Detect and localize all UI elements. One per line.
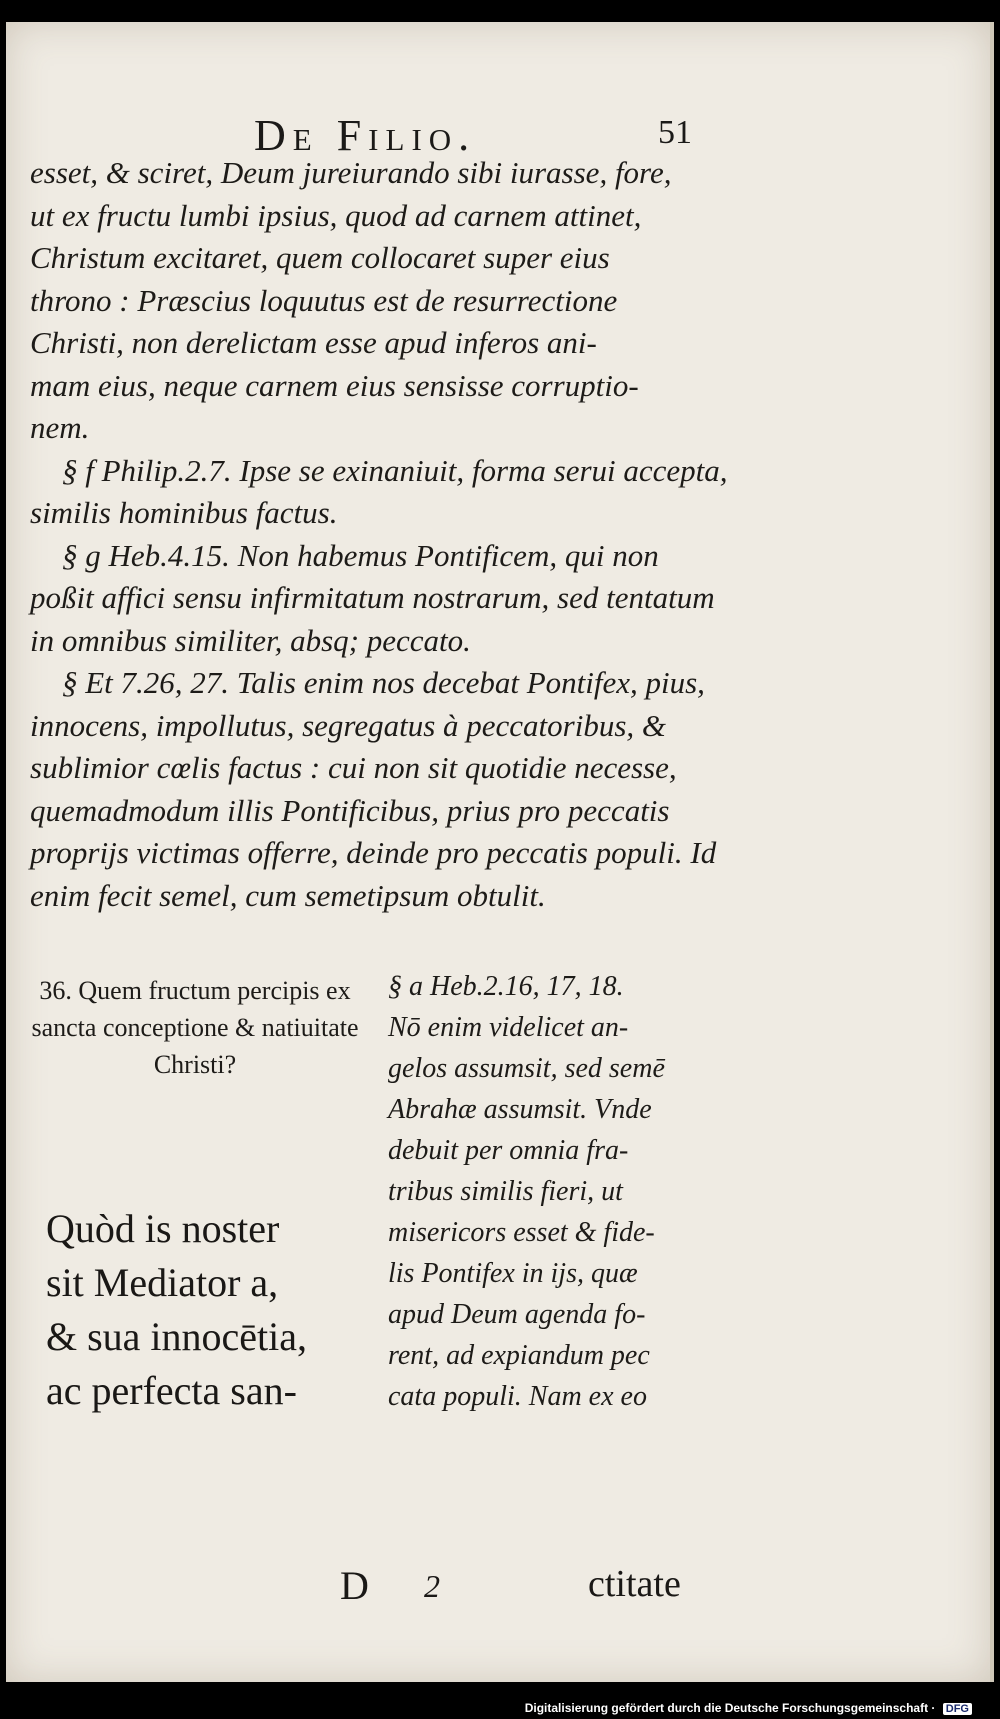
catechism-section (6, 962, 990, 1662)
scripture-note: § g Heb.4.15. Non habemus Pontificem, qui non poßit affici sensu infirmitatum nostrarum, sed tentatum in omnibus similiter, absq; peccato. (30, 537, 715, 658)
scripture-note: § f Philip.2.7. Ipse se exinaniuit, forma serui accepta, similis hominibus factus. (30, 452, 728, 530)
footnote-line: lis Pontifex in ijs, quæ (388, 1258, 638, 1289)
dfg-logo-icon: DFG (943, 1703, 972, 1715)
answer-text (46, 1202, 366, 1418)
page-number: 51 (658, 114, 692, 151)
footnote-line: Abrahæ assumsit. Vnde (388, 1094, 652, 1125)
text-line: mam eius, neque carnem eius sensisse corruptio- (30, 367, 639, 403)
text-line: Christi, non derelictam esse apud inferos ani- (30, 325, 597, 360)
credit-text: Digitalisierung gefördert durch die Deutsche Forschungsgemeinschaft · (524, 1701, 936, 1715)
text-line: nem. (30, 410, 90, 445)
text-line: ut ex fructu lumbi ipsius, quod ad carnem attinet, (30, 197, 642, 233)
footnote-line: debuit per omnia fra- (388, 1135, 629, 1166)
signature-mark: D (340, 1563, 369, 1608)
signature-number: 2 (424, 1568, 440, 1604)
main-text-block (30, 152, 730, 917)
text-line: Christum excitaret, quem collocaret super eius (30, 240, 610, 275)
footnote-line: § a Heb.2.16, 17, 18. (388, 971, 624, 1002)
question-text: 36. Quem fructum percipis ex sancta conceptione & natiuitate Christi? (31, 976, 359, 1079)
footnote-line: cata populi. Nam ex eo (388, 1381, 647, 1412)
footnote-line: Nō enim videlicet an- (388, 1012, 629, 1043)
scripture-note: § Et 7.26, 27. Talis enim nos decebat Pontifex, pius, innocens, impollutus, segregatus à peccatoribus, & sublimior cœlis factus : cui non sit quotidie necesse, quemadmodum illis Pontificibus, prius pro peccatis proprijs victimas offerre, deinde pro peccatis populi. Id enim fecit semel, cum semetipsum obtulit. (30, 665, 717, 913)
footnote-column (388, 966, 718, 1417)
answer-line: Quòd is noster (46, 1206, 280, 1251)
book-page (6, 22, 994, 1682)
footnote-line: misericors esset & fide- (388, 1217, 655, 1248)
footnote-line: tribus similis fieri, ut (388, 1176, 623, 1207)
answer-line: sit Mediator a, (46, 1260, 279, 1305)
answer-line: & sua innocētia, (46, 1314, 308, 1359)
footnote-line: apud Deum agenda fo- (388, 1299, 646, 1330)
running-title: De Filio. (254, 111, 477, 160)
footnote-line: gelos assumsit, sed semē (388, 1053, 665, 1084)
text-line: throno : Præscius loquutus est de resurrectione (30, 282, 618, 318)
page-header (6, 92, 990, 160)
digitization-credit (525, 1701, 972, 1715)
answer-line: ac perfecta san- (46, 1368, 297, 1413)
catchword: ctitate (588, 1563, 681, 1605)
text-line: esset, & sciret, Deum jureiurando sibi iurasse, fore, (30, 155, 672, 190)
footnote-line: rent, ad expiandum pec (388, 1340, 650, 1371)
